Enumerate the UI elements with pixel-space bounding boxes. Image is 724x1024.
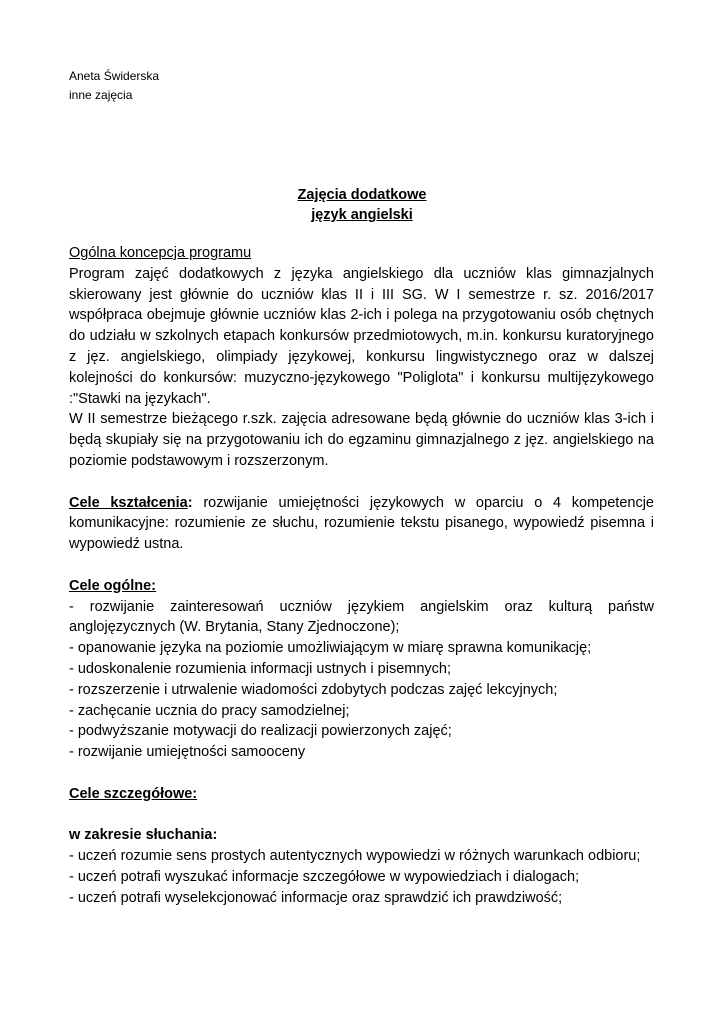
general-goals-heading-line — [69, 576, 654, 597]
spacer — [69, 805, 654, 826]
education-goals-colon: : — [187, 494, 193, 511]
education-goals-label: Cele kształcenia — [69, 494, 188, 511]
general-goal-item: - rozwijanie umiejętności samooceny — [69, 744, 306, 761]
specific-goals-heading: Cele szczegółowe: — [69, 785, 198, 802]
education-goals-paragraph — [69, 493, 654, 555]
listening-item: - uczeń rozumie sens prostych autentycznych wypowiedzi w różnych warunkach odbioru; — [69, 848, 641, 865]
listening-item: - uczeń potrafi wyselekcjonować informacje oraz sprawdzić ich prawdziwość; — [69, 889, 563, 906]
general-goal-item: - rozwijanie zainteresowań uczniów językiem angielskim oraz kulturą państw anglojęzycznych (W. Brytania, Stany Zjednoczone); — [69, 598, 654, 636]
listening-heading: w zakresie słuchania: — [69, 827, 218, 844]
author-name: Aneta Świderska — [69, 69, 160, 83]
concept-paragraph-2: W II semestrze bieżącego r.szk. zajęcia adresowane będą głównie do uczniów klas 3-ich i będą skupiały się na przygotowaniu ich do egzaminu gimnazjalnego z jęz. angielskiego na poziomie podstawowym i rozszerzonym. — [69, 411, 654, 469]
concept-heading: Ogólna koncepcja programu — [69, 245, 252, 261]
education-goals-text: rozwijanie umiejętności językowych w oparciu o 4 kompetencje komunikacyjne: rozumienie ze słuchu, rozumienie tekstu pisanego, wypowiedź pisemna i wypowiedź ustna. — [69, 494, 654, 553]
concept-section — [69, 243, 654, 264]
listening-item: - uczeń potrafi wyszukać informacje szczegółowe w wypowiedziach i dialogach; — [69, 868, 580, 885]
specific-goals-heading-line — [69, 784, 654, 805]
document-title — [0, 185, 724, 225]
general-goal-item: - udoskonalenie rozumienia informacji ustnych i pisemnych; — [69, 660, 452, 677]
general-goal-item: - opanowanie języka na poziomie umożliwiającym w miarę sprawna komunikację; — [69, 640, 592, 657]
concept-paragraph-1: Program zajęć dodatkowych z języka angielskiego dla uczniów klas gimnazjalnych skierowany jest głównie do uczniów klas II i III SG. W I semestrze r. sz. 2016/2017 współpraca obejmuje głównie uczniów klas 2-ich i polega na przygotowaniu osób chętnych do udziału w szkolnych etapach konkursów przedmiotowych, m.in. konkursu kuratoryjnego z jęz. angielskiego, olimpiady językowej, konkursu lingwistycznego oraz w dalszej kolejności do konkursów: muzyczno-językowego "Poliglota" i konkursu multijęzykowego :"Stawki na językach". — [69, 265, 654, 407]
document-header — [69, 67, 159, 105]
spacer — [69, 763, 654, 784]
title-line-1: Zajęcia dodatkowe — [297, 187, 427, 203]
title-line-2: język angielski — [311, 207, 413, 223]
general-goal-item: - rozszerzenie i utrwalenie wiadomości zdobytych podczas zajęć lekcyjnych; — [69, 681, 558, 698]
document-body — [69, 243, 654, 909]
general-goal-item: - podwyższanie motywacji do realizacji powierzonych zajęć; — [69, 723, 452, 740]
general-goal-item: - zachęcanie ucznia do pracy samodzielnej; — [69, 702, 350, 719]
general-goals-heading: Cele ogólne: — [69, 577, 157, 594]
listening-heading-line — [69, 825, 654, 846]
spacer — [69, 555, 654, 576]
spacer — [69, 472, 654, 493]
document-category: inne zajęcia — [69, 88, 133, 102]
